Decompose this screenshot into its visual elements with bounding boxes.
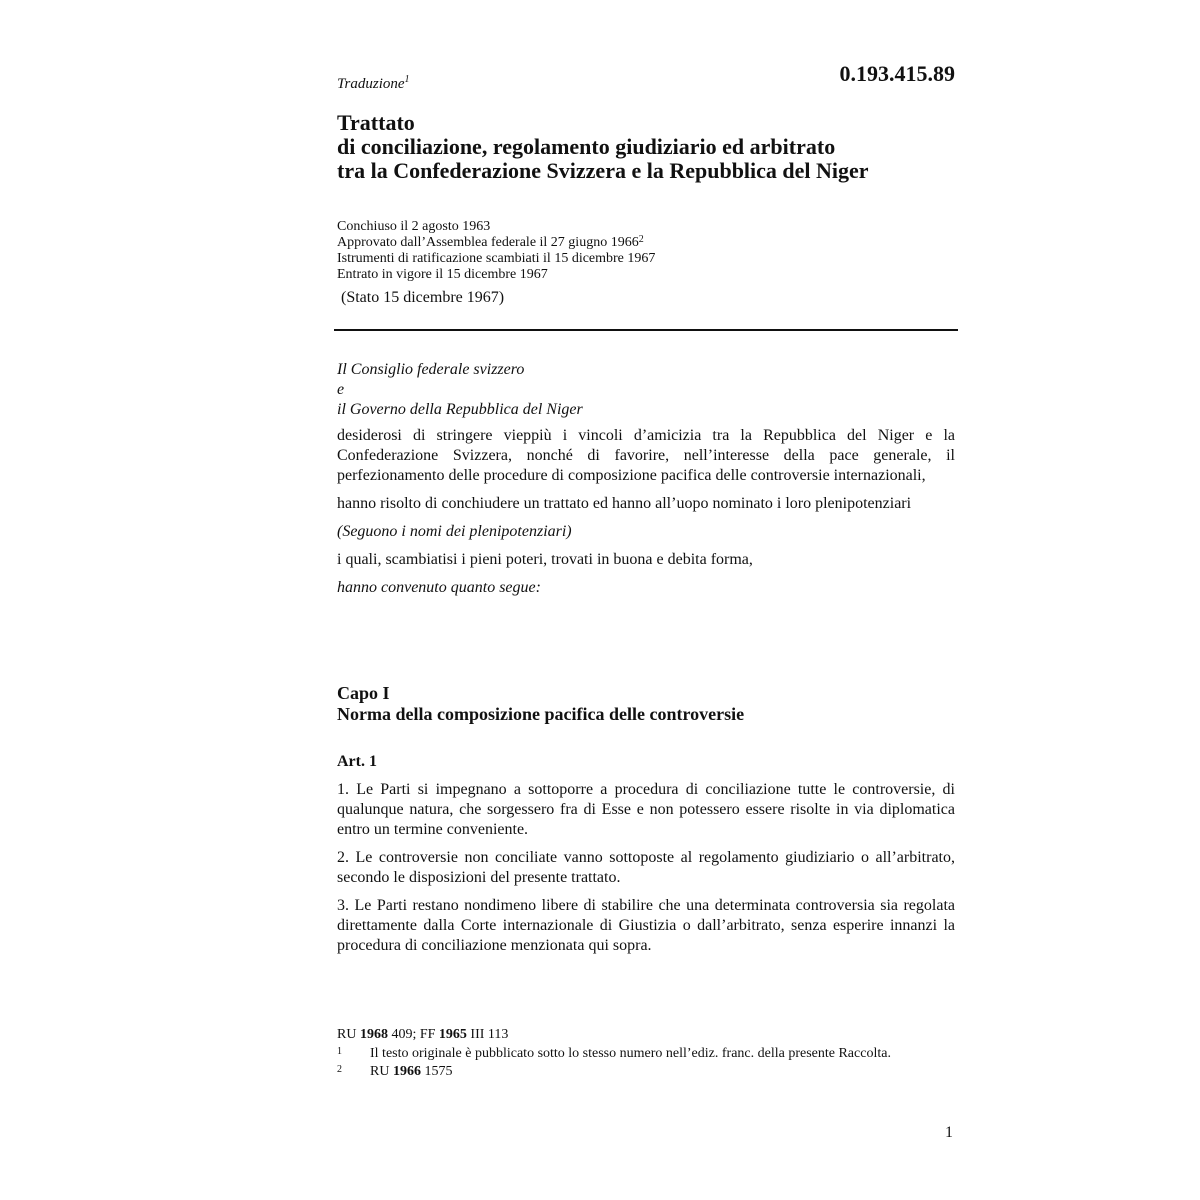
treaty-title [337, 111, 955, 183]
article-paragraph-2: 2. Le controversie non conciliate vanno sottoposte al regolamento giudiziario o all’arbitrato, secondo le disposizioni del presente trattato. [337, 849, 955, 886]
footnote-ref-1[interactable]: 1 [404, 74, 410, 85]
preamble-paragraph-2: hanno risolto di conchiudere un trattato ed hanno all’uopo nominato i loro plenipotenziari [337, 495, 912, 512]
publication-source: RU 1968 409; FF 1965 III 113 [337, 1027, 509, 1042]
footnotes [337, 1046, 955, 1082]
title-line-2: di conciliazione, regolamento giudiziario ed arbitrato [337, 134, 836, 159]
article-paragraph-1: 1. Le Parti si impegnano a sottoporre a procedura di conciliazione tutte le controversie, di qualunque natura, che sorgessero fra di Esse e non potessero essere risolte in via diplomatica entro un termine conveniente. [337, 781, 955, 838]
page-number: 1 [945, 1124, 953, 1141]
ratification-date: Istrumenti di ratificazione scambiati il 15 dicembre 1967 [337, 251, 656, 266]
translation-label: Traduzione$^1$ [337, 74, 410, 92]
footnote-text: Il testo originale è pubblicato sotto lo stesso numero nell’ediz. franc. della presente Raccolta. [370, 1046, 891, 1061]
party-niger: il Governo della Repubblica del Niger [337, 401, 583, 418]
footnote-ref-2[interactable]: 2 [638, 234, 644, 245]
footnote-mark: 1 [337, 1046, 342, 1057]
footnote-1 [337, 1046, 955, 1061]
in-force-date: Entrato in vigore il 15 dicembre 1967 [337, 267, 548, 282]
article-heading: Art. 1 [337, 753, 377, 770]
footnote-mark: 2 [337, 1064, 342, 1075]
party-switzerland: Il Consiglio federale svizzero [337, 361, 525, 378]
preamble-paragraph-1: desiderosi di stringere vieppiù i vincoli d’amicizia tra la Repubblica del Niger e la Confederazione Svizzera, nonché di favorire, nell’interesse della pace generale, il perfezionamento delle procedure di composizione pacifica delle controversie internazionali, [337, 427, 955, 484]
preamble-paragraph-3: i quali, scambiatisi i pieni poteri, trovati in buona e debita forma, [337, 551, 753, 568]
title-line-3: tra la Confederazione Svizzera e la Repubblica del Niger [337, 158, 869, 183]
agreement-clause: hanno convenuto quanto segue: [337, 579, 541, 596]
treaty-metadata [337, 219, 955, 283]
party-conjunction: e [337, 381, 345, 398]
preamble [337, 360, 955, 598]
plenipotentiaries-note: (Seguono i nomi dei plenipotenziari) [337, 523, 572, 540]
chapter-title: Norma della composizione pacifica delle controversie [337, 704, 745, 724]
article-body [337, 780, 955, 964]
title-line-1: Trattato [337, 110, 415, 135]
sr-number: 0.193.415.89 [839, 61, 955, 86]
concluded-date: Conchiuso il 2 agosto 1963 [337, 219, 491, 234]
approved-date: Approvato dall’Assemblea federale il 27 giugno 1966$^2$ [337, 234, 644, 250]
chapter-heading [337, 683, 955, 725]
footnote-2 [337, 1064, 955, 1079]
footnote-text: RU 1966 1575 [370, 1064, 453, 1079]
status-date: (Stato 15 dicembre 1967) [341, 289, 505, 306]
chapter-number: Capo I [337, 683, 390, 703]
article-paragraph-3: 3. Le Parti restano nondimeno libere di stabilire che una determinata controversia sia regolata direttamente dalla Corte internazionale di Giustizia o dall’arbitrato, senza esperire innanzi la procedura di conciliazione menzionata qui sopra. [337, 897, 955, 954]
header-divider [334, 329, 958, 331]
